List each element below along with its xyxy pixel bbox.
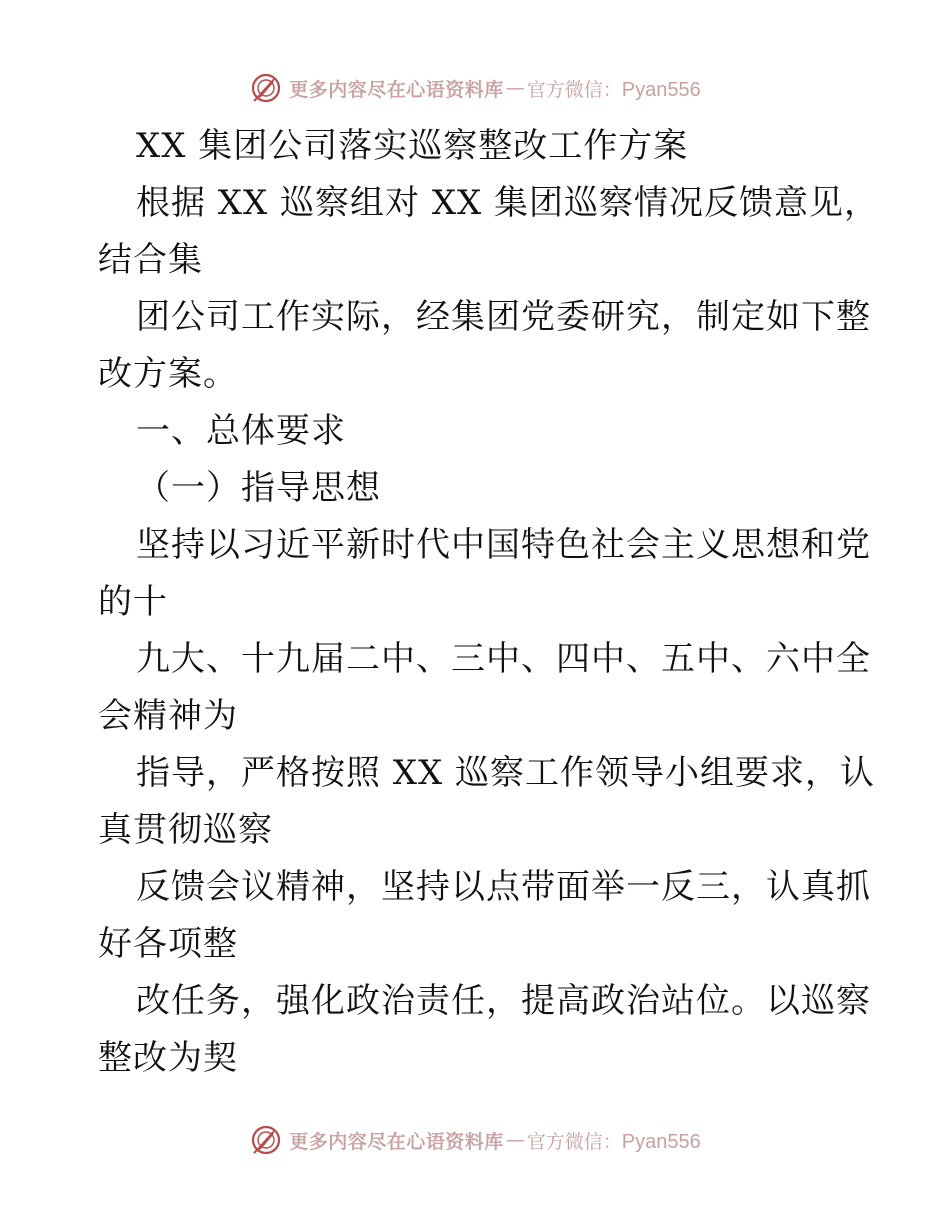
quill-logo-icon	[249, 71, 283, 105]
document-line: 的十	[98, 582, 168, 622]
watermark-contact	[527, 75, 701, 102]
document-line: 反馈会议精神，坚持以点带面举一反三，认真抓	[136, 867, 871, 907]
document-line: 根据 XX 巡察组对 XX 集团巡察情况反馈意见，	[136, 183, 880, 223]
watermark-main-text: 更多内容尽在心语资料库	[289, 1130, 504, 1153]
document-line: 会精神为	[98, 696, 238, 736]
watermark-contact	[527, 1127, 701, 1154]
subsection-heading: （一）指导思想	[136, 468, 381, 508]
watermark-separator: —	[505, 1129, 525, 1151]
document-line: 整改为契	[98, 1038, 238, 1078]
document-line: 真贯彻巡察	[98, 810, 273, 850]
watermark-main-text: 更多内容尽在心语资料库	[289, 78, 504, 101]
document-line: 坚持以习近平新时代中国特色社会主义思想和党	[136, 525, 871, 565]
watermark-separator: —	[505, 77, 525, 99]
document-line: 指导，严格按照 XX 巡察工作领导小组要求，认	[136, 753, 876, 793]
watermark-contact-prefix: 官方微信：	[526, 1130, 622, 1153]
document-line: 改方案。	[98, 354, 238, 394]
document-line: 改任务，强化政治责任，提高政治站位。以巡察	[136, 981, 871, 1021]
footer-watermark	[0, 1120, 950, 1160]
document-line: 九大、十九届二中、三中、四中、五中、六中全	[136, 639, 871, 679]
watermark-contact-id: Pyan556	[621, 78, 701, 101]
document-line: 结合集	[98, 240, 203, 280]
watermark-contact-id: Pyan556	[621, 1130, 701, 1153]
document-body	[98, 118, 880, 1087]
document-line: 好各项整	[98, 924, 238, 964]
document-line: 团公司工作实际，经集团党委研究，制定如下整	[136, 297, 871, 337]
watermark-contact-prefix: 官方微信：	[526, 78, 622, 101]
document-title: XX 集团公司落实巡察整改工作方案	[136, 126, 689, 166]
quill-logo-icon	[249, 1123, 283, 1157]
section-heading: 一、总体要求	[136, 411, 346, 451]
header-watermark	[0, 68, 950, 108]
